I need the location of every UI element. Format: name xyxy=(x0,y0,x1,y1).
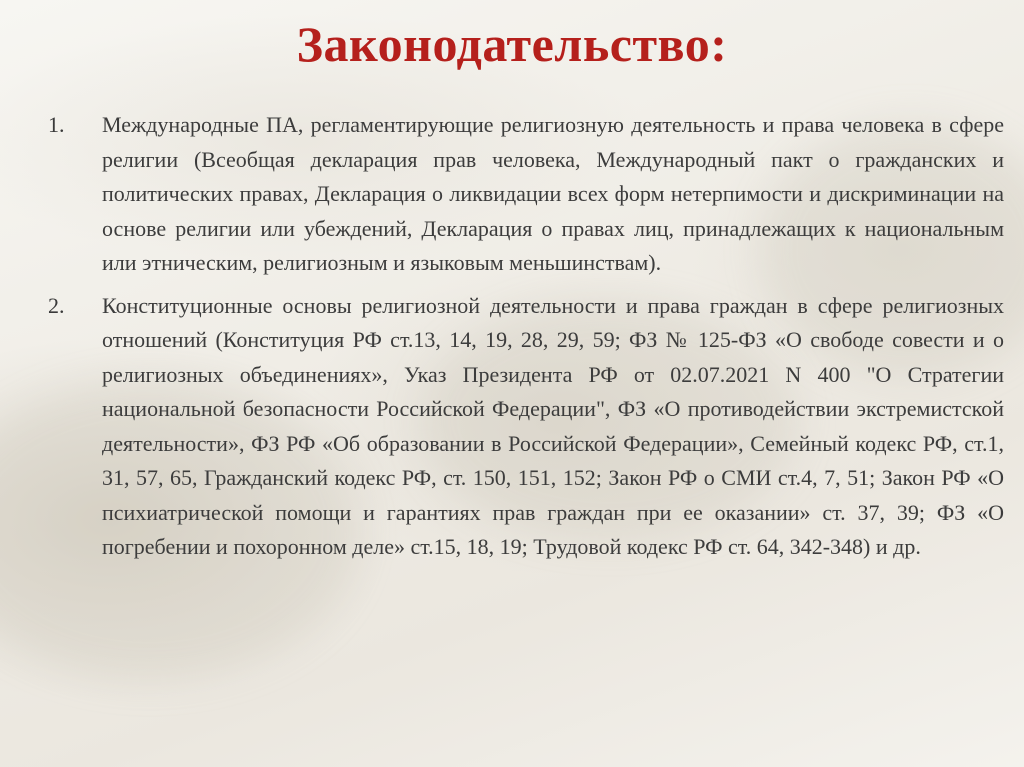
slide-title: Законодательство: xyxy=(296,16,728,72)
legislation-list xyxy=(48,108,1004,573)
list-item-text: Конституционные основы религиозной деятельности и права граждан в сфере религиозных отношений (Конституция РФ ст.13, 14, 19, 28, 29, 59; ФЗ № 125-ФЗ «О свободе совести и о религиозных объединениях», Указ Президента РФ от 02.07.2021 N 400 "О Стратегии национальной безопасности Российской Федерации", ФЗ «О противодействии экстремистской деятельности», ФЗ РФ «Об образовании в Российской Федерации», Семейный кодекс РФ, ст.1, 31, 57, 65, Гражданский кодекс РФ, ст. 150, 151, 152; Закон РФ о СМИ ст.4, 7, 51; Закон РФ «О психиатрической помощи и гарантиях прав граждан при ее оказании» ст. 37, 39; ФЗ «О погребении и похоронном деле» ст.15, 18, 19; Трудовой кодекс РФ ст. 64, 342-348) и др. xyxy=(102,292,1004,559)
list-item xyxy=(48,108,1004,281)
list-item-text: Международные ПА, регламентирующие религиозную деятельность и права человека в сфере религии (Всеобщая декларация прав человека, Международный пакт о гражданских и политических правах, Декларация о ликвидации всех форм нетерпимости и дискриминации на основе религии или убеждений, Декларация о правах лиц, принадлежащих к национальным или этническим, религиозным и языковым меньшинствам). xyxy=(102,112,1004,275)
list-item xyxy=(48,289,1004,565)
list-item-number: 2. xyxy=(48,292,65,318)
list-item-number: 1. xyxy=(48,112,65,137)
